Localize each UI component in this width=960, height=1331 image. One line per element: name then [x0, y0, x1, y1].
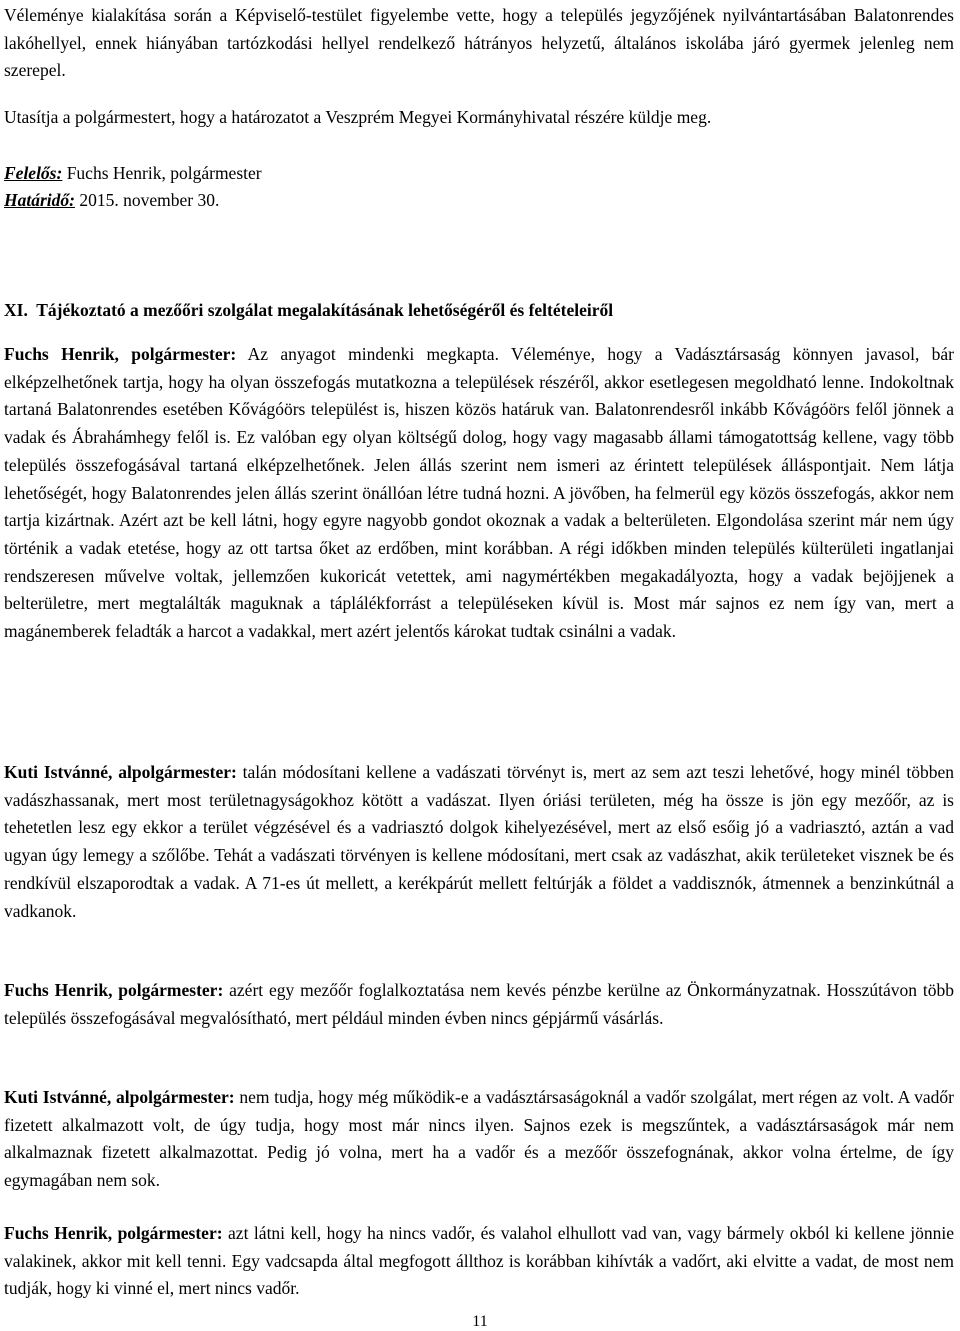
speech-paragraph — [4, 341, 954, 646]
speech-text: nem tudja, hogy még működik-e a vadásztársaságoknál a vadőr szolgálat, mert régen az volt. A vadőr fizetett alkalmazott volt, de úgy tudja, hogy most már nincs ilyen. Sajnos ezek is megszűntek, a vadásztársaságok már nem alkalmaznak fizetett alkalmazottat. Pedig jó volna, mert ha a vadőr és a mezőőr összefognának, akkor volna értelme, de így egymagában nem sok. — [4, 1087, 954, 1191]
intro-paragraph: Véleménye kialakítása során a Képviselő-testület figyelembe vette, hogy a település jegyzőjének nyilvántartásában Balatonrendes lakóhellyel, ennek hiányában tartózkodási hellyel rendelkező hátrányos helyzetű, általános iskolába járó gyermek jelenleg nem szerepel. — [4, 5, 954, 81]
deadline-value: 2015. november 30. — [74, 190, 220, 210]
deadline-label: Határidő: — [4, 190, 75, 210]
responsible-label: Felelős: — [4, 163, 63, 183]
speech-text: Az anyagot mindenki megkapta. Véleménye, hogy a Vadásztársaság könnyen javasol, bár elképzelhetőnek tartja, hogy ha olyan összefogás mutatkozna a települések részéről, akkor esetlegesen megoldható lenne. Indokoltnak tartaná Balatonrendes esetében Kővágóörs települést is, hiszen közös határuk van. Balatonrendesről inkább Kővágóörs felől jönnek a vadak és Ábrahámhegy felől is. Ez valóban egy olyan költségű dolog, hogy vagy magasabb állami támogatottság kellene, vagy több település összefogásával tartaná elképzelhetőnek. Jelen állás szerint nem ismeri az érintett települések álláspontjait. Nem látja lehetőségét, hogy Balatonrendes jelen állás szerint önállóan létre tudná hozni. A jövőben, ha felmerül egy közös összefogás, akkor nem tartja kizártnak. Azért azt be kell látni, hogy egyre nagyobb gondot okoznak a vadak a belterületen. Elgondolása szerint már nem úgy történik a vadak etetése, hogy az ott tartsa őket az erdőben, mint korábban. A régi időkben minden település külterületi ingatlanjai rendszeresen művelve voltak, jellemzően kukoricát vetettek, ami nagymértékben megakadályozta, hogy a vadak bejöjjenek a belterületre, mert megtalálták maguknak a táplálékforrást a településeken kívül is. Most már sajnos ez nem így van, mert a magánemberek feladták a harcot a vadakkal, mert azért jelentős károkat tudtak csinálni a vadak. — [4, 344, 955, 642]
speech-paragraph — [4, 977, 954, 1032]
speech-paragraph — [4, 1084, 954, 1195]
speaker-name: Kuti Istvánné, alpolgármester: — [4, 762, 237, 782]
page-number: 11 — [472, 1313, 488, 1330]
speaker-name: Fuchs Henrik, polgármester: — [4, 980, 224, 1000]
section-heading: XI. Tájékoztató a mezőőri szolgálat megalakításának lehetőségéről és feltételeiről — [4, 300, 614, 320]
instruction-paragraph: Utasítja a polgármestert, hogy a határozatot a Veszprém Megyei Kormányhivatal részére küldje meg. — [4, 107, 712, 127]
speaker-name: Kuti Istvánné, alpolgármester: — [4, 1087, 235, 1107]
speech-paragraph — [4, 759, 954, 925]
responsible-line — [4, 160, 262, 186]
speech-paragraph — [4, 1220, 954, 1303]
speaker-name: Fuchs Henrik, polgármester: — [4, 1223, 223, 1243]
speech-text: azt látni kell, hogy ha nincs vadőr, és valahol elhullott vad van, vagy bármely okból ki kellene jönnie valakinek, akkor mit kell tenni. Egy vadcsapda által megfogott állthoz is korábban kihívták a vadőrt, aki elvitte a vadat, de most nem tudják, hogy ki vinné el, mert nincs vadőr. — [4, 1223, 955, 1299]
responsible-value: Fuchs Henrik, polgármester — [62, 163, 262, 183]
deadline-line — [4, 187, 219, 213]
speech-text: azért egy mezőőr foglalkoztatása nem kevés pénzbe kerülne az Önkormányzatnak. Hosszútávon több település összefogásával megvalósítható, mert például minden évben nincs gépjármű vásárlás. — [4, 980, 955, 1028]
speech-text: talán módosítani kellene a vadászati törvényt is, mert az sem azt teszi lehetővé, hogy minél többen vadászhassanak, mert most területnagyságokhoz kötött a vadászat. Ilyen óriási területen, még ha össze is jön egy mezőőr, az is tehetetlen lesz egy ekkor a terület végzésével és a vadriasztó dolgok kihelyezésével, mert az első esőig jó a vadriasztó, aztán a vad ugyan úgy lemegy a szőlőbe. Tehát a vadászati törvényen is kellene módosítani, mert csak az vadászhat, akik területeket visznek be és rendkívül elszaporodtak a vadak. A 71-es út mellett, a kerékpárút mellett feltúrják a földet a vaddisznók, átmennek a benzinkútnál a vadkanok. — [4, 762, 954, 921]
speaker-name: Fuchs Henrik, polgármester: — [4, 344, 237, 364]
